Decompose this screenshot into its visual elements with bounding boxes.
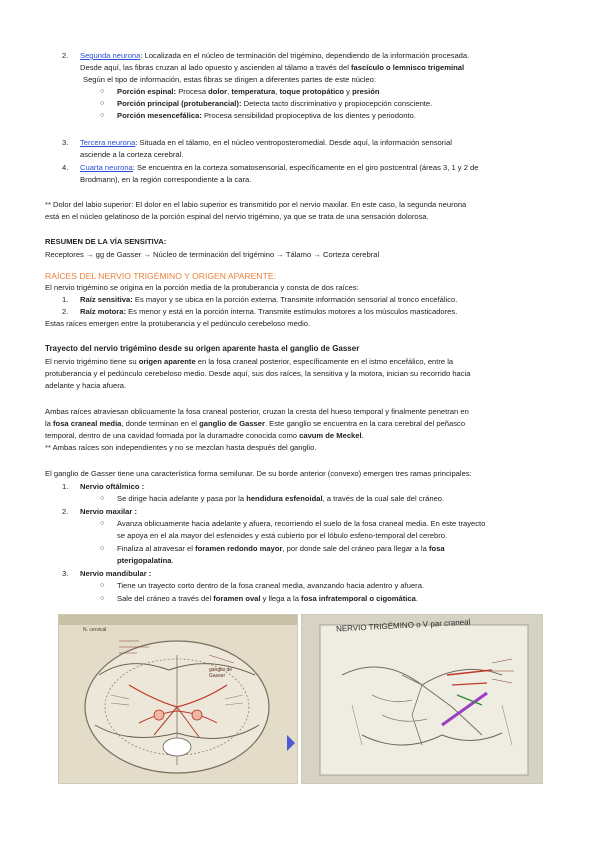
trigeminal-nerve-photo [301,614,543,784]
dolor-note-line1: ** Dolor del labio superior: El dolor en el labio superior es transmitido por el nervio maxilar. En este caso, la segunda neurona [45,200,467,209]
list-number: 2. [62,507,69,516]
photo2-title: NERVIO TRIGÉMINO o V par craneal [335,617,471,634]
porcion-mesencefalica: Porción mesencefálica: Procesa sensibilidad propioceptiva de los dientes y periodonto. [117,111,416,120]
bullet-circle: ○ [100,88,105,95]
tercera-neurona-link[interactable]: Tercera neurona [80,138,136,147]
photo1-label-1: N. cervical [83,627,107,633]
segunda-neurona-link[interactable]: Segunda neurona [80,51,141,60]
list-number: 3. [62,569,69,578]
mandibular-item-2: Sale del cráneo a través del foramen oval y llega a la fosa infratemporal o cigomática. [117,594,418,603]
ambas-line1: Ambas raíces atraviesan oblicuamente la fosa craneal posterior, cruzan la cresta del hueso temporal y finalmente penetran en [45,407,469,416]
raices-title: RAÍCES DEL NERVIO TRIGÉMINO Y ORIGEN APARENTE: [45,271,276,281]
bullet-circle: ○ [100,582,105,589]
list-number: 2. [62,51,69,60]
bullet-circle: ○ [100,112,105,119]
maxilar-item-1-line1: Avanza oblicuamente hacia adelante y afuera, recorriendo el suelo de la fosa craneal media. En este trayecto [117,519,486,528]
bullet-circle: ○ [100,545,105,552]
maxilar-item-1-line2: se apoya en el ala mayor del esfenoides y está cubierto por el lóbulo esfeno-temporal del cerebro. [117,531,448,540]
dolor-note-line2: está en el núcleo gelatinoso de la porción espinal del nervio trigémino, ya que se trata de una sensación dolorosa. [45,212,429,221]
neurona-3-line2: asciende a la corteza cerebral. [80,150,184,159]
list-number: 3. [62,138,69,147]
list-number: 1. [62,482,69,491]
neurona-3-line1: Tercera neurona: Situada en el tálamo, en el núcleo ventroposteromedial. Desde aquí, la información sensorial [80,138,452,147]
trayecto-line2: protuberancia y el pedúnculo cerebeloso medio. Desde aquí, sus dos raíces, la sensitiva y la motora, inician su recorrido hacia [45,369,471,378]
ambas-line2: la fosa craneal media, donde terminan en el ganglio de Gasser. Este ganglio se encuentra en la cara cerebral del peñasco [45,419,466,428]
ganglio-intro: El ganglio de Gasser tiene una característica forma semilunar. De su borde anterior (convexo) emergen tres ramas principales: [45,469,472,478]
list-number: 4. [62,163,69,172]
raices-out: Estas raíces emergen entre la protuberancia y el pedúnculo cerebeloso medio. [45,319,311,328]
photo1-label-3: Gasser [209,673,226,679]
mandibular-item-1: Tiene un trayecto corto dentro de la fosa craneal media, avanzando hacia adentro y afuera. [117,581,425,590]
trayecto-line3: adelante y hacia afuera. [45,381,127,390]
raiz-sensitiva: Raíz sensitiva: Es mayor y se ubica en la porción externa. Transmite información sensorial al tronco encefálico. [80,295,458,304]
neurona-2-line1: Segunda neurona: Localizada en el núcleo de terminación del trigémino, dependiendo de la información procesada. [80,51,470,60]
rama-oftalmico: Nervio oftálmico : [80,482,145,491]
list-number: 1. [62,295,69,304]
bullet-circle: ○ [100,495,105,502]
list-number: 2. [62,307,69,316]
photo1-label-2: ganglio de [209,667,233,673]
rama-mandibular: Nervio mandibular : [80,569,152,578]
raices-intro: El nervio trigémino se origina en la porción media de la protuberancia y consta de dos raíces: [45,283,359,292]
trigeminal-drawing [302,615,542,783]
bullet-circle: ○ [100,595,105,602]
raiz-motora: Raíz motora: Es menor y está en la porción interna. Transmite estímulos motores a los músculos masticadores. [80,307,458,316]
maxilar-item-2-line1: Finaliza al atravesar el foramen redondo mayor, por donde sale del cráneo para llegar a la fosa [117,544,445,553]
neurona-4-line1: Cuarta neurona: Se encuentra en la corteza somatosensorial, específicamente en el giro postcentral (áreas 3, 1 y 2 de [80,163,479,172]
trayecto-title: Trayecto del nervio trigémino desde su origen aparente hasta el ganglio de Gasser [45,344,360,353]
maxilar-item-2-line2: pterigopalatina. [117,556,174,565]
bullet-circle: ○ [100,100,105,107]
neurona-4-line2: Brodmann), en la región correspondiente a la cara. [80,175,252,184]
resumen-text: Receptores → gg de Gasser → Núcleo de terminación del trigémino → Tálamo → Corteza cerebral [45,250,380,259]
oftalmico-item: Se dirige hacia adelante y pasa por la hendidura esfenoidal, a través de la cual sale del cráneo. [117,494,445,503]
resumen-title: RESUMEN DE LA VÍA SENSITIVA: [45,237,167,246]
porcion-espinal: Porción espinal: Procesa dolor, temperatura, toque protopático y presión [117,87,380,96]
porcion-principal: Porción principal (protuberancial): Detecta tacto discriminativo y propiocepción consciente. [117,99,433,108]
cuarta-neurona-link[interactable]: Cuarta neurona [80,163,133,172]
skull-base-photo [58,614,298,784]
neurona-2-line2: Desde aquí, las fibras cruzan al lado opuesto y ascienden al tálamo a través del fascículo o lemnisco trigeminal [80,63,465,72]
trayecto-line1: El nervio trigémino tiene su origen aparente en la fosa craneal posterior, específicamente en el istmo encefálico, entre la [45,357,454,366]
skull-base-drawing [59,615,297,783]
rama-maxilar: Nervio maxilar : [80,507,137,516]
bullet-circle: ○ [100,520,105,527]
ambas-line3: temporal, dentro de una cavidad formada por la duramadre conocida como cavum de Meckel. [45,431,364,440]
ambas-line4: ** Ambas raíces son independientes y no se mezclan hasta después del ganglio. [45,443,317,452]
segun-text: Según el tipo de información, estas fibras se dirigen a diferentes partes de este núcleo: [83,75,376,84]
